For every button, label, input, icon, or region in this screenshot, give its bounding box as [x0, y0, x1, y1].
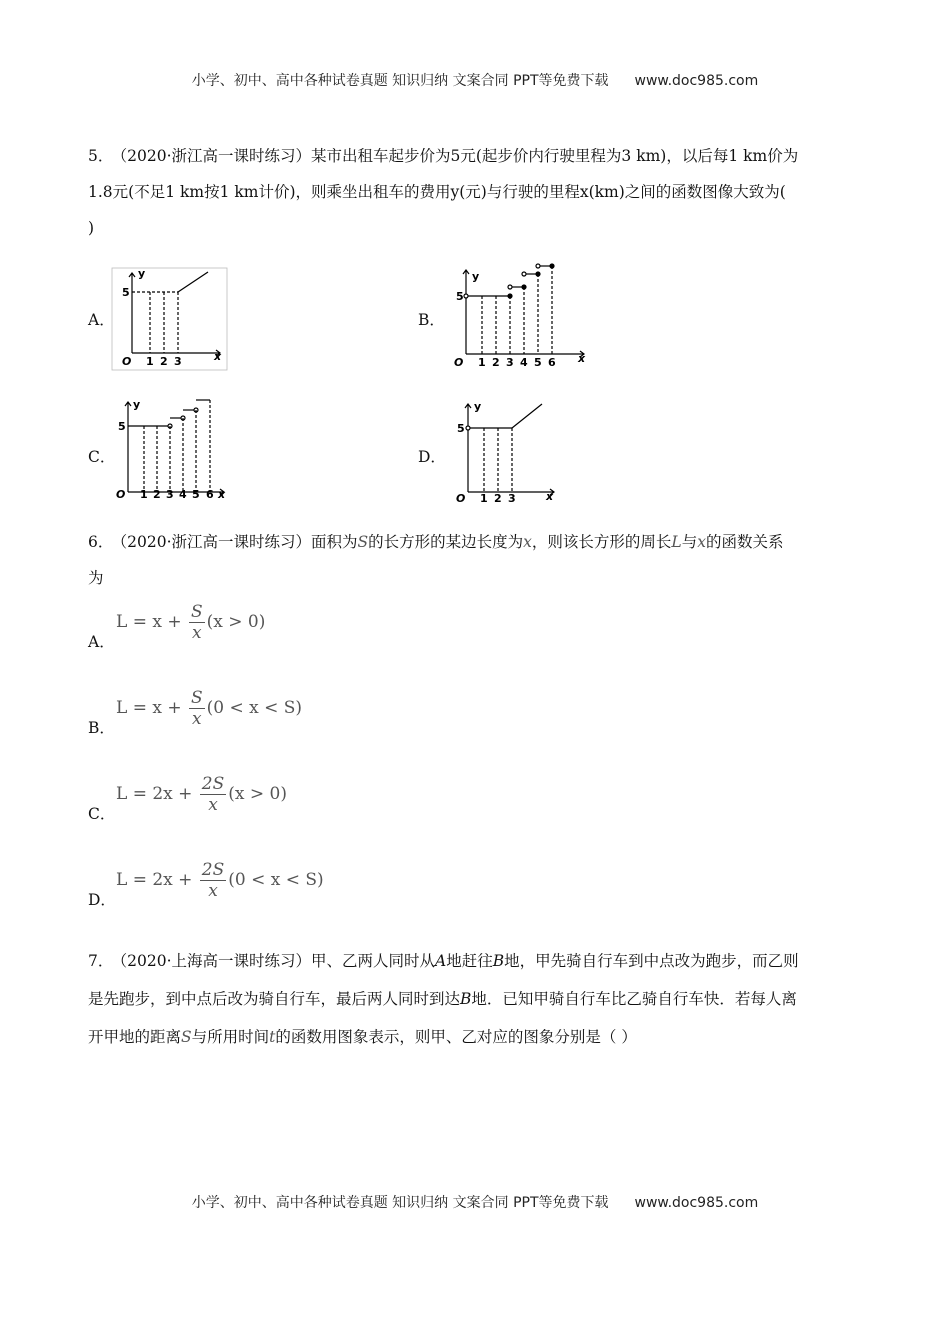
q6-text-c: ，则该长方形的周长 — [531, 533, 672, 551]
rising-line — [512, 404, 542, 428]
tick-6: 6 — [548, 356, 556, 369]
q6-var-x2: x — [697, 533, 706, 551]
q6-text-d: 与 — [681, 533, 698, 551]
fraction — [200, 860, 226, 901]
q7-number: 7． — [88, 952, 114, 970]
tick-4: 4 — [179, 488, 187, 501]
q5-option-c-label[interactable]: C． — [88, 448, 116, 466]
page-footer — [0, 1192, 950, 1212]
origin-label: O — [454, 356, 464, 369]
q7-text-f: 开甲地的距离 — [88, 1028, 182, 1046]
q5-number: 5． — [88, 147, 114, 165]
q7-source: （2020·上海高一课时练习） — [119, 952, 311, 970]
tick-2: 2 — [160, 355, 168, 368]
tick-1: 1 — [480, 492, 488, 505]
q7-var-b2: B — [460, 990, 472, 1008]
fraction-numerator: 2S — [201, 774, 225, 794]
tick-2: 2 — [153, 488, 161, 501]
footer-site[interactable]: www.doc985.com — [634, 1195, 759, 1211]
formula-domain: (0 < x < S) — [206, 698, 303, 718]
origin-label: O — [122, 355, 132, 368]
q7-var-t: t — [269, 1028, 276, 1046]
open-dot — [466, 426, 470, 430]
tick-1: 1 — [478, 356, 486, 369]
five-label: 5 — [122, 286, 130, 299]
formula-lhs: L = x + — [116, 698, 187, 718]
fraction-numerator: 2S — [201, 860, 225, 880]
q6-line1 — [88, 524, 868, 560]
open-dot — [522, 272, 526, 276]
q6-option-a-label[interactable]: A． — [88, 633, 115, 651]
x-label: x — [578, 352, 586, 365]
tick-3: 3 — [508, 492, 516, 505]
q6-option-b-label[interactable]: B． — [88, 719, 115, 737]
q5-text-1: 某市出租车起步价为5元(起步价内行驶里程为3 km)，以后每1 km价为 — [311, 147, 799, 165]
q5-graph-c — [112, 396, 232, 504]
q6-text-a: 面积为 — [311, 533, 358, 551]
fraction-denominator: x — [208, 881, 218, 901]
q7-text-b: 地赶往 — [446, 952, 493, 970]
formula-lhs: L = 2x + — [116, 784, 198, 804]
tick-6: 6 — [206, 488, 214, 501]
q7-text-c: 地，甲先骑自行车到中点改为跑步，而乙则 — [504, 952, 799, 970]
q6-var-s: S — [357, 533, 369, 551]
tick-3: 3 — [174, 355, 182, 368]
q7-line1 — [88, 942, 868, 980]
tick-2: 2 — [494, 492, 502, 505]
q6-text-e: 的函数关系 — [705, 533, 784, 551]
five-label: 5 — [456, 290, 464, 303]
q7-var-s: S — [181, 1028, 192, 1046]
q6-number: 6． — [88, 533, 114, 551]
q7-line2 — [88, 980, 868, 1018]
question-6 — [88, 524, 868, 596]
tick-1: 1 — [140, 488, 148, 501]
q6-option-d-formula[interactable] — [116, 860, 324, 901]
q6-var-l: L — [671, 533, 682, 551]
page-header — [0, 70, 950, 90]
origin-label: O — [456, 492, 466, 505]
x-label: x — [218, 488, 226, 501]
rising-line — [178, 272, 208, 292]
fraction-denominator: x — [208, 795, 218, 815]
open-dot — [508, 285, 512, 289]
tick-3: 3 — [166, 488, 174, 501]
y-label: y — [474, 400, 482, 413]
formula-domain: (0 < x < S) — [228, 870, 324, 890]
question-5 — [88, 138, 868, 246]
formula-lhs: L = 2x + — [116, 870, 198, 890]
x-label: x — [546, 490, 554, 503]
header-text: 小学、初中、高中各种试卷真题 知识归纳 文案合同 PPT等免费下载 — [191, 73, 609, 89]
q7-var-a: A — [435, 952, 447, 970]
y-label: y — [138, 267, 146, 280]
q7-text-d: 是先跑步，到中点后改为骑自行车，最后两人同时到达 — [88, 990, 461, 1008]
q5-option-d-label[interactable]: D． — [418, 448, 446, 466]
q6-option-a-formula[interactable] — [116, 602, 265, 643]
q5-line1 — [88, 138, 868, 174]
footer-text: 小学、初中、高中各种试卷真题 知识归纳 文案合同 PPT等免费下载 — [191, 1195, 609, 1211]
formula-lhs: L = x + — [116, 612, 187, 632]
formula-domain: (x > 0) — [228, 784, 287, 804]
q5-option-b-label[interactable]: B． — [418, 311, 445, 329]
fraction-numerator: S — [190, 602, 203, 622]
q6-option-c-formula[interactable] — [116, 774, 287, 815]
tick-4: 4 — [520, 356, 528, 369]
q6-option-b-formula[interactable] — [116, 688, 302, 729]
fraction-numerator: S — [190, 688, 203, 708]
q6-option-d-label[interactable]: D． — [88, 891, 116, 909]
tick-2: 2 — [492, 356, 500, 369]
five-label: 5 — [457, 422, 465, 435]
q5-line3: ) — [88, 219, 95, 237]
q7-text-h: 的函数用图象表示，则甲、乙对应的图象分别是（ ） — [275, 1028, 637, 1046]
q6-option-c-label[interactable]: C． — [88, 805, 116, 823]
q7-text-e: 地．已知甲骑自行车比乙骑自行车快．若每人离 — [471, 990, 797, 1008]
q6-line2: 为 — [88, 569, 104, 587]
x-label: x — [214, 350, 222, 363]
fraction-denominator: x — [192, 709, 202, 729]
q5-graph-d — [442, 398, 562, 506]
y-label: y — [133, 398, 141, 411]
tick-1: 1 — [146, 355, 154, 368]
tick-3: 3 — [506, 356, 514, 369]
q7-line3 — [88, 1018, 868, 1056]
y-label: y — [472, 270, 480, 283]
formula-domain: (x > 0) — [206, 612, 266, 632]
tick-5: 5 — [192, 488, 200, 501]
open-dot — [536, 264, 540, 268]
five-label: 5 — [118, 420, 126, 433]
q5-line2: 1.8元(不足1 km按1 km计价)，则乘坐出租车的费用y(元)与行驶的里程x(km)之间的函数图像大致为( — [88, 183, 786, 201]
origin-label: O — [116, 488, 126, 501]
fraction-denominator: x — [192, 623, 202, 643]
q5-graph-b — [442, 262, 592, 372]
q7-text-a: 甲、乙两人同时从 — [311, 952, 436, 970]
fraction — [189, 688, 205, 729]
question-7 — [88, 942, 868, 1056]
q6-var-x: x — [523, 533, 532, 551]
q5-graph-a — [112, 268, 232, 373]
fraction — [200, 774, 226, 815]
fraction — [189, 602, 205, 643]
q6-text-b: 的长方形的某边长度为 — [368, 533, 524, 551]
q5-source: （2020·浙江高一课时练习） — [119, 147, 311, 165]
header-site[interactable]: www.doc985.com — [634, 73, 759, 89]
q7-text-g: 与所用时间 — [191, 1028, 270, 1046]
open-dot — [464, 294, 468, 298]
q5-option-a-label[interactable]: A． — [88, 311, 115, 329]
q6-source: （2020·浙江高一课时练习） — [119, 533, 311, 551]
tick-5: 5 — [534, 356, 542, 369]
q7-var-b: B — [492, 952, 505, 970]
